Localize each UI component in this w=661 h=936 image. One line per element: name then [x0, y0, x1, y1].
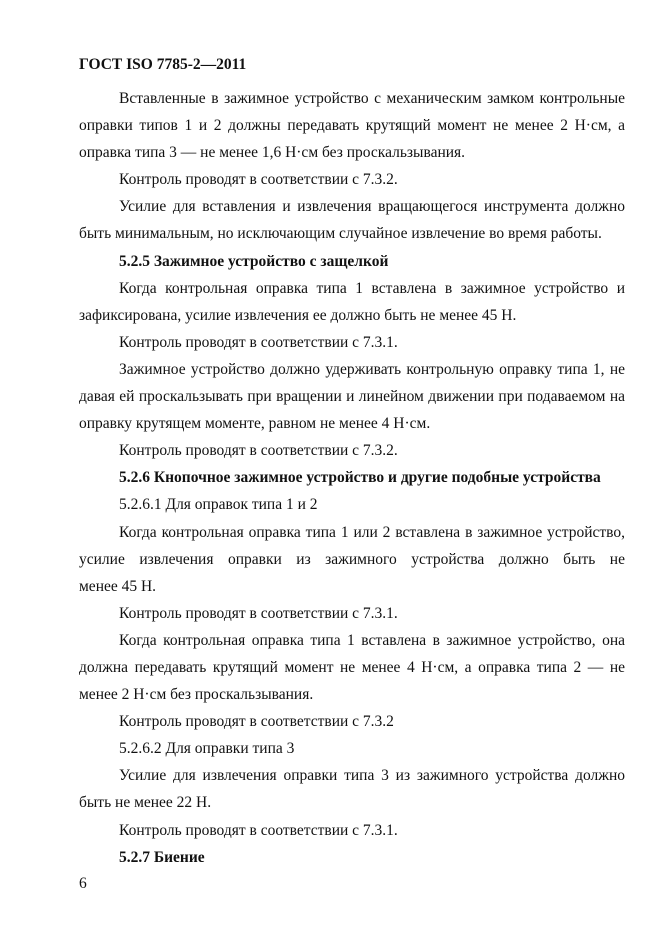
paragraph: Вставленные в зажимное устройство с механическим замком контрольные оправки типов 1 и 2 должны передавать крутящий момент не менее 2 Н·см, а оправка типа 3 — не менее 1,6 Н·см без проскальзывания. [79, 90, 625, 162]
paragraph: Когда контрольная оправка типа 1 вставлена в зажимное устройство, она должна передавать крутящий момент не менее 4 Н·см, а оправка типа 2 — не менее 2 Н·см без проскальзывания. [79, 631, 625, 704]
paragraph: Зажимное устройство должно удерживать контрольную оправку типа 1, не давая ей проскальзывать при вращении и линейном движении при подаваемом на оправку крутящем моменте, равном не менее 4 Н·см. [79, 360, 625, 433]
section-heading: 5.2.5 Зажимное устройство с защелкой [119, 252, 389, 270]
paragraph: Контроль проводят в соответствии с 7.3.1. [119, 604, 398, 622]
paragraph: Контроль проводят в соответствии с 7.3.1. [119, 821, 398, 839]
paragraph: Усилие для извлечения оправки типа 3 из зажимного устройства должно быть не менее 22 Н. [79, 767, 625, 812]
paragraph: Контроль проводят в соответствии с 7.3.2. [119, 171, 398, 189]
paragraph: Контроль проводят в соответствии с 7.3.2. [119, 442, 398, 460]
paragraph: Контроль проводят в соответствии с 7.3.1. [119, 333, 398, 351]
paragraph: Усилие для вставления и извлечения вращающегося инструмента должно быть минимальным, но исключающим случайное извлечение во время работы. [79, 198, 625, 243]
section-heading: 5.2.6 Кнопочное зажимное устройство и другие подобные устройства [119, 469, 601, 487]
paragraph: Когда контрольная оправка типа 1 вставлена в зажимное устройство и зафиксирована, усилие извлечения ее должно быть не менее 45 Н. [79, 279, 625, 324]
page-number: 6 [79, 875, 87, 892]
paragraph: Когда контрольная оправка типа 1 или 2 вставлена в зажимное устройство, усилие извлечения оправки из зажимного устройства должно быть не [79, 523, 625, 568]
paragraph-continuation: менее 45 Н. [79, 577, 157, 595]
paragraph: Контроль проводят в соответствии с 7.3.2 [119, 713, 394, 731]
subsection-heading: 5.2.6.1 Для оправок типа 1 и 2 [119, 496, 318, 514]
document-body [79, 85, 625, 871]
section-heading: 5.2.7 Биение [119, 848, 205, 866]
subsection-heading: 5.2.6.2 Для оправки типа 3 [119, 740, 295, 758]
document-header: ГОСТ ISO 7785-2—2011 [79, 56, 247, 73]
